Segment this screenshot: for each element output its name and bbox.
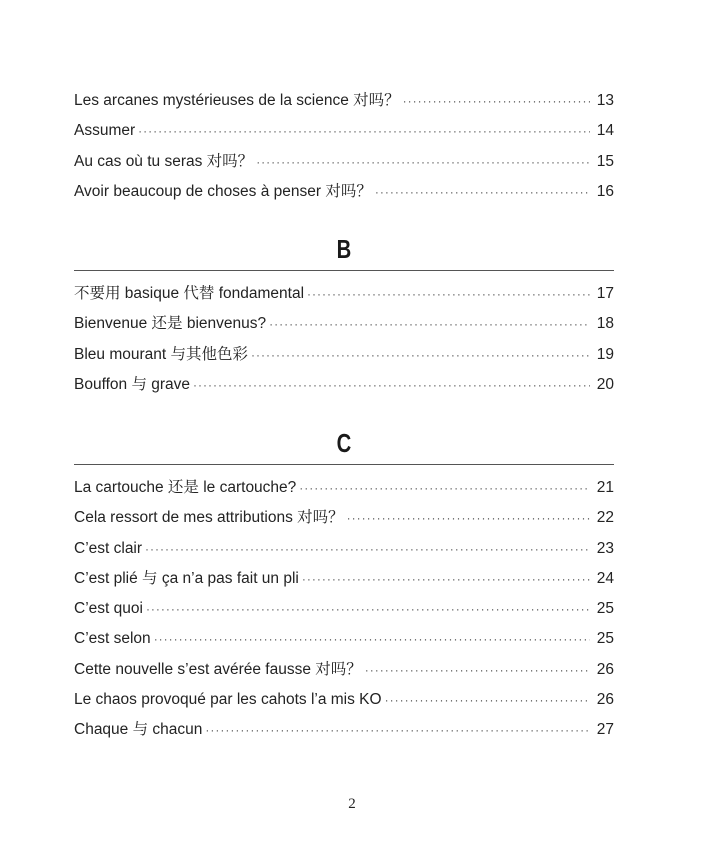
entry-title: Au cas où tu seras 对吗？ [74, 152, 254, 170]
entry-page: 26 [596, 691, 614, 709]
entry-title: Cela ressort de mes attributions 对吗？ [74, 509, 344, 527]
dot-leader [299, 473, 590, 503]
entry-title: C’est quoi [74, 600, 143, 618]
toc-entry[interactable] [74, 116, 614, 146]
toc-entry[interactable] [74, 534, 614, 564]
entry-page: 23 [596, 539, 614, 557]
dot-leader [256, 147, 590, 177]
toc-entry[interactable] [74, 715, 614, 745]
dot-leader [193, 370, 590, 400]
entry-page: 19 [596, 345, 614, 363]
toc-entry[interactable] [74, 594, 614, 624]
dot-leader [403, 86, 590, 116]
entry-page: 26 [596, 660, 614, 678]
entry-page: 18 [596, 315, 614, 333]
entry-page: 21 [596, 479, 614, 496]
entry-title: C’est selon [74, 630, 151, 648]
entry-page: 17 [596, 285, 614, 302]
toc-entry[interactable] [74, 279, 614, 309]
entry-title: Assumer [74, 122, 136, 140]
entry-page: 16 [596, 182, 614, 200]
toc-entry[interactable] [74, 370, 614, 400]
dot-leader [385, 685, 590, 715]
entry-title: Avoir beaucoup de choses à penser 对吗？ [74, 182, 372, 200]
dot-leader [205, 715, 590, 745]
toc-entry[interactable] [74, 340, 614, 370]
entry-title: 不要用 basique 代替 fondamental [74, 285, 305, 302]
toc-entry[interactable] [74, 564, 614, 594]
section-c-entries [74, 473, 614, 746]
dot-leader [146, 594, 590, 624]
toc-entry[interactable] [74, 86, 614, 116]
toc-entry[interactable] [74, 177, 614, 207]
entry-title: Bienvenue 还是 bienvenus? [74, 315, 267, 333]
entry-title: Le chaos provoqué par les cahots l’a mis KO [74, 691, 382, 709]
toc-entry[interactable] [74, 624, 614, 654]
dot-leader [251, 340, 590, 370]
dot-leader [347, 503, 590, 533]
entry-page: 22 [596, 509, 614, 527]
section-a-entries [74, 86, 614, 207]
dot-leader [154, 624, 590, 654]
dot-leader [375, 177, 590, 207]
entry-page: 24 [596, 569, 614, 587]
section-divider [74, 270, 614, 271]
section-b-entries [74, 279, 614, 400]
toc-entry[interactable] [74, 309, 614, 339]
dot-leader [138, 116, 590, 146]
entry-page: 27 [596, 721, 614, 739]
dot-leader [145, 534, 590, 564]
entry-title: C’est clair [74, 539, 143, 557]
section-heading-b: B [336, 234, 352, 264]
entry-page: 25 [596, 600, 614, 618]
section-heading-c: C [336, 428, 352, 458]
entry-title: Bleu mourant 与其他色彩 [74, 345, 248, 363]
section-divider [74, 464, 614, 465]
dot-leader [269, 309, 590, 339]
dot-leader [365, 655, 590, 685]
dot-leader [307, 279, 590, 309]
dot-leader [302, 564, 590, 594]
page-number: 2 [348, 796, 356, 812]
entry-page: 20 [596, 375, 614, 393]
entry-title: La cartouche 还是 le cartouche? [74, 479, 297, 496]
toc-entry[interactable] [74, 473, 614, 503]
toc-entry[interactable] [74, 655, 614, 685]
entry-page: 15 [596, 152, 614, 170]
entry-title: C’est plié 与 ça n’a pas fait un pli [74, 569, 299, 587]
entry-title: Cette nouvelle s’est avérée fausse 对吗？ [74, 660, 362, 678]
toc-entry[interactable] [74, 503, 614, 533]
entry-title: Bouffon 与 grave [74, 375, 191, 393]
entry-page: 14 [596, 122, 614, 140]
entry-page: 25 [596, 630, 614, 648]
entry-title: Les arcanes mystérieuses de la science 对吗？ [74, 92, 400, 109]
entry-title: Chaque 与 chacun [74, 721, 203, 739]
entry-page: 13 [596, 92, 614, 109]
toc-entry[interactable] [74, 685, 614, 715]
toc-entry[interactable] [74, 147, 614, 177]
